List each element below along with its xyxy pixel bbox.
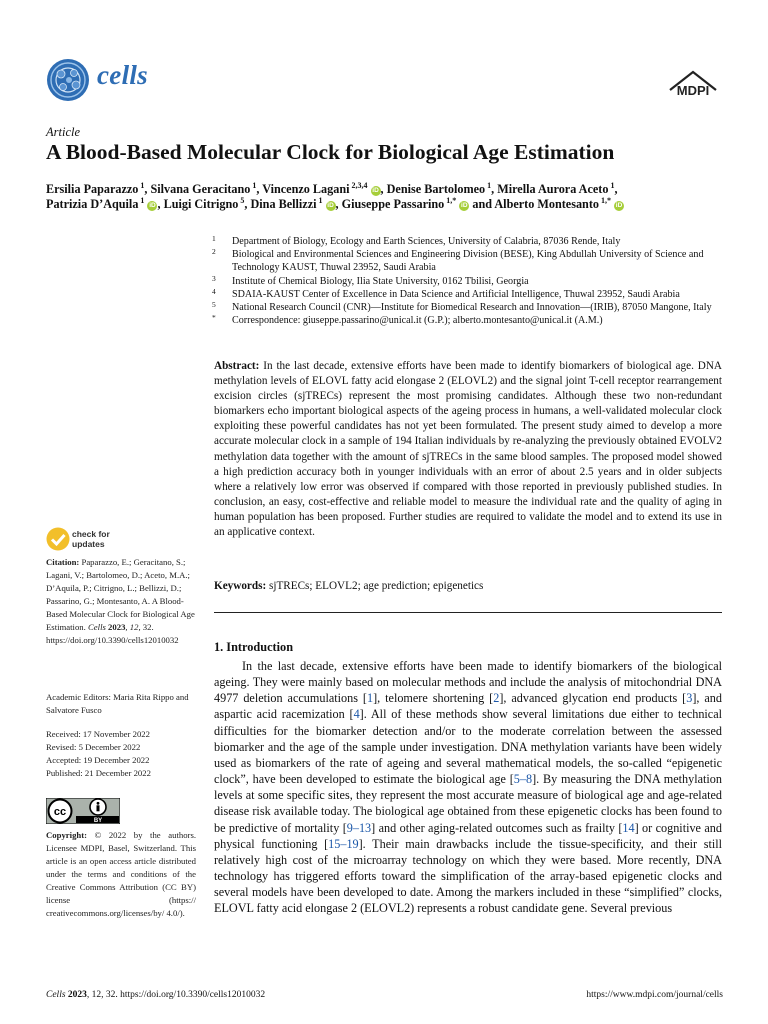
affiliations [212, 235, 724, 327]
orcid-icon[interactable]: iD [372, 187, 379, 195]
reference-link[interactable]: 3 [686, 691, 693, 706]
author-name: Mirella Aurora Aceto [497, 182, 609, 197]
author-name: Luigi Citrigno [163, 197, 239, 212]
check-for-updates-button[interactable] [46, 527, 126, 551]
reference-link[interactable]: 15–19 [328, 836, 359, 851]
affiliation-item: 4 SDAIA-KAUST Center of Excellence in Data Science and Artificial Intelligence, Thuwal 23952, Saudi Arabia [212, 286, 680, 300]
footer-journal-url[interactable]: https://www.mdpi.com/journal/cells [586, 990, 723, 1000]
author-name: Silvana Geracitano [150, 182, 251, 197]
reference-link[interactable]: 2 [493, 691, 500, 706]
reference-link[interactable]: 4 [353, 707, 360, 722]
citation-journal: Cells [88, 622, 106, 632]
copyright-label: Copyright: [46, 830, 88, 840]
copyright-notice [46, 829, 196, 920]
journal-name: cells [97, 60, 148, 90]
author-name: Vincenzo Lagani [262, 182, 350, 197]
citation-text: Paparazzo, E.; Geracitano, S.; Lagani, V.; Bartolomeo, D.; Aceto, M.A.; D’Aquila, P.; Citrigno, L.; Bellizzi, D.; Passarino, G.; Montesanto, A. A Blood-Based Molecular Clock for Biological Age Estimation. [46, 557, 195, 632]
abstract-text: In the last decade, extensive efforts have been made to identify biomarkers of biological age. DNA methylation levels of ELOVL fatty acid elongase 2 (ELOVL2) and the signal joint T-cell receptor rearrangement excision circles (sjTRECs) represent the most promising candidates. Although these two non-redundant biomarkers echo important biological aspects of the ageing process in humans, a well-validated molecular clock exploiting these powerful candidates has not yet been formulated. The present study aimed to develop a more accurate molecular clock in a sample of 194 Italian individuals by re-analyzing the previously obtained EVOLV2 methylation data together with the amount of sjTRECs in the same blood samples. The proposed model showed a high prediction accuracy both in younger individuals with an error of about 2.5 years and in older subjects where a relatively low error was observed if compared with those reported in previously published studies. In conclusion, an easy, cost-effective and reliable model to measure the individual rate and the quality of aging in human population has been proposed. Further studies are required to validate the model and to extend its use in an applicative context. [214, 360, 722, 539]
reference-link[interactable]: 5–8 [513, 772, 533, 787]
citation-year: 2023 [108, 622, 126, 632]
reference-link[interactable]: 14 [622, 820, 635, 835]
section-heading-introduction: 1. Introduction [214, 640, 294, 654]
cc-badge-text: BY [93, 818, 103, 824]
copyright-text: © 2022 by the authors. Licensee MDPI, Basel, Switzerland. This article is an open access article distributed under the terms and conditions of the Creative Commons Attribution (CC BY) license (https:// creativecommons.org/licenses/by/ 4.0/). [46, 830, 196, 918]
author-name: Denise Bartolomeo [386, 182, 486, 197]
reference-link[interactable]: 1 [366, 691, 374, 706]
abstract [214, 359, 722, 540]
author-name: Dina Bellizzi [250, 197, 317, 212]
citation-doi-link[interactable]: https://doi.org/10.3390/cells12010032 [46, 635, 179, 645]
reference-link[interactable]: 9–13 [346, 820, 372, 835]
affiliation-item: 1 Department of Biology, Ecology and Earth Sciences, University of Calabria, 87036 Rende, Italy [212, 234, 621, 247]
orcid-icon[interactable]: iD [461, 202, 468, 210]
author-list-line-2: Patrizia D’Aquila $^1$ iD , Luigi Citrigno $^5$, Dina Bellizzi $^1$ iD , Giuseppe Passarino $^{1,*}$ iD and Alberto Montesanto $^{1,*}$ iD [46, 196, 623, 212]
date-revised: Revised: 5 December 2022 [46, 742, 141, 752]
author-name: Giuseppe Passarino [341, 197, 445, 212]
affiliation-item: * Correspondence: giuseppe.passarino@unical.it (G.P.); alberto.montesanto@unical.it (A.M.) [212, 313, 603, 327]
abstract-label: Abstract: [214, 360, 260, 372]
author-name: Patrizia D’Aquila [46, 197, 139, 212]
section-divider [214, 612, 722, 613]
author-list-line-1: Ersilia Paparazzo $^1$, Silvana Geracitano $^1$, Vincenzo Lagani $^{2,3,4}$ iD , Denise Bartolomeo $^1$, Mirella Aurora Aceto $^1$, [46, 181, 618, 197]
orcid-icon[interactable]: iD [149, 202, 156, 210]
academic-editors: Academic Editors: Maria Rita Rippo and Salvatore Fusco [46, 692, 189, 715]
date-received: Received: 17 November 2022 [46, 729, 150, 739]
affiliation-item: 2 Biological and Environmental Sciences and Engineering Division (BESE), King Abdullah University of Science and Technology KAUST, Thuwal 23952, Saudi Arabia [212, 247, 704, 274]
cc-by-license-icon[interactable] [46, 798, 120, 824]
check-updates-icon [46, 527, 70, 551]
citation-volume: 12 [129, 622, 139, 632]
journal-logo [46, 58, 90, 102]
article-dates [46, 728, 196, 780]
mdpi-logo[interactable] [664, 68, 722, 104]
author-name: Alberto Montesanto [494, 197, 599, 212]
mdpi-logo-text: MDPI [676, 83, 710, 98]
footer-citation: Cells 2023, 12, 32. https://doi.org/10.3390/cells12010032 [46, 990, 266, 1000]
citation-block: Citation: Paparazzo, E.; Geracitano, S.; Lagani, V.; Bartolomeo, D.; Aceto, M.A.; D’Aquila, P.; Citrigno, L.; Bellizzi, D.; Passarino, G.; Montesanto, A. A Blood-Based Molecular Clock for Biological Age Estimation. Cells 2023, 12, 32. https://doi.org/10.3390/cells12010032 [46, 557, 195, 645]
affiliation-item: 3 Institute of Chemical Biology, Ilia State University, 0162 Tbilisi, Georgia [212, 273, 529, 287]
author-name: Ersilia Paparazzo [46, 182, 139, 197]
affiliation-item: 5 National Research Council (CNR)—Institute for Biomedical Research and Innovation—(IRIB), 87050 Mangone, Italy [212, 300, 712, 314]
check-updates-label: check for updates [72, 529, 110, 549]
article-type: Article [46, 125, 81, 139]
orcid-icon[interactable]: iD [327, 202, 334, 210]
svg-text:cc: cc [53, 806, 67, 818]
keywords-text: sjTRECs; ELOVL2; age prediction; epigenetics [269, 580, 484, 592]
article-title: A Blood-Based Molecular Clock for Biological Age Estimation [46, 140, 615, 164]
orcid-icon[interactable]: iD [615, 202, 623, 210]
date-accepted: Accepted: 19 December 2022 [46, 755, 150, 765]
keywords-label: Keywords: [214, 580, 267, 592]
date-published: Published: 21 December 2022 [46, 768, 151, 778]
introduction-paragraph: In the last decade, extensive efforts have been made to identify biomarkers of the biological ageing. They were mainly based on molecular methods and include the analysis of mitochondrial DNA 4977 deletion accumulations [1], telomere shortening [2], advanced glycation end products [3], and aspartic acid racemization [4]. All of these methods show several limitations due either to technical difficulties for the biomarker detection and/or to the moderate correlation between the assessed biomarker and the age of the sample under investigation. DNA methylation variants have been widely used as biomarkers of the rate of ageing and several mathematical models, the so-called “epigenetic clock”, have been developed to estimate the biological age [5–8]. By measuring the DNA methylation levels at some specific sites, they represent the most accurate measure of biological age and age-related disease risk available today. The biological age obtained from these epigenetic clocks has been found to be predictive of mortality [9–13] and other aging-related outcomes such as frailty [14] or cognitive and physical functioning [15–19]. Their main drawbacks include the tissue-specificity, and their still relatively high cost of the microarray technology on which they were based. More recently, DNA technology has triggered efforts toward the simplification of the array-based epigenetic clocks and several models have been developed to date. Among the markers included in these “simplified” clocks, ELOVL fatty acid elongase 2 (ELOVL2) represents a robust candidate gene. Several previous [214, 659, 723, 916]
citation-label: Citation: [46, 557, 80, 567]
keywords [214, 579, 722, 594]
